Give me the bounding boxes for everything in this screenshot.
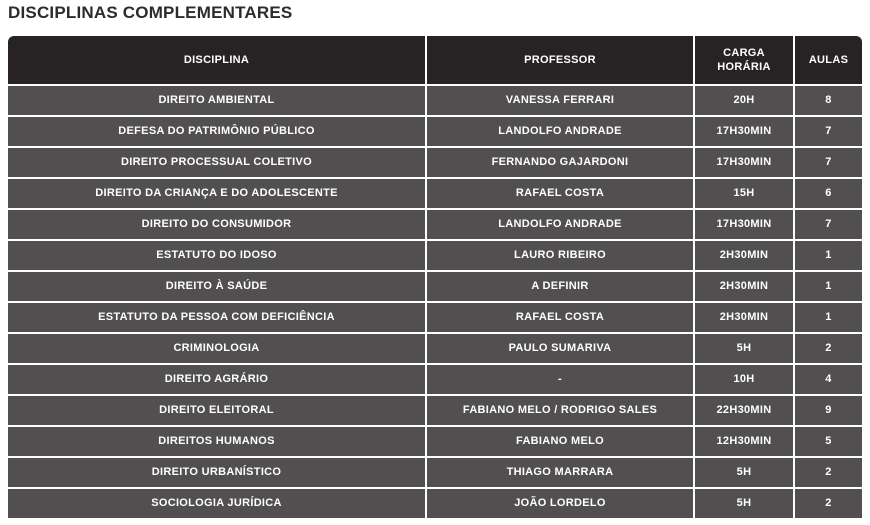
cell-professor: JOÃO LORDELO bbox=[427, 489, 693, 518]
cell-aulas: 2 bbox=[795, 458, 862, 487]
cell-carga-horaria: 17H30MIN bbox=[695, 148, 793, 177]
cell-disciplina: ESTATUTO DA PESSOA COM DEFICIÊNCIA bbox=[8, 303, 425, 332]
cell-carga-horaria: 10H bbox=[695, 365, 793, 394]
header-cell-carga-horaria: CARGA HORÁRIA bbox=[695, 36, 793, 84]
cell-professor: A DEFINIR bbox=[427, 272, 693, 301]
cell-disciplina: DIREITO URBANÍSTICO bbox=[8, 458, 425, 487]
cell-carga-horaria: 17H30MIN bbox=[695, 210, 793, 239]
header-cell-professor: PROFESSOR bbox=[427, 36, 693, 84]
cell-aulas: 1 bbox=[795, 272, 862, 301]
cell-aulas: 6 bbox=[795, 179, 862, 208]
cell-aulas: 1 bbox=[795, 303, 862, 332]
cell-professor: LANDOLFO ANDRADE bbox=[427, 210, 693, 239]
cell-professor: LANDOLFO ANDRADE bbox=[427, 117, 693, 146]
cell-carga-horaria: 20H bbox=[695, 86, 793, 115]
header-cell-aulas: AULAS bbox=[795, 36, 862, 84]
header-cell-disciplina: DISCIPLINA bbox=[8, 36, 425, 84]
cell-carga-horaria: 2H30MIN bbox=[695, 303, 793, 332]
cell-aulas: 5 bbox=[795, 427, 862, 456]
cell-aulas: 7 bbox=[795, 117, 862, 146]
cell-aulas: 9 bbox=[795, 396, 862, 425]
cell-carga-horaria: 5H bbox=[695, 489, 793, 518]
cell-professor: FABIANO MELO bbox=[427, 427, 693, 456]
cell-aulas: 2 bbox=[795, 334, 862, 363]
cell-disciplina: SOCIOLOGIA JURÍDICA bbox=[8, 489, 425, 518]
cell-carga-horaria: 2H30MIN bbox=[695, 241, 793, 270]
page-title: DISCIPLINAS COMPLEMENTARES bbox=[8, 3, 293, 22]
cell-carga-horaria: 5H bbox=[695, 334, 793, 363]
cell-professor: FERNANDO GAJARDONI bbox=[427, 148, 693, 177]
cell-carga-horaria: 5H bbox=[695, 458, 793, 487]
cell-professor: RAFAEL COSTA bbox=[427, 179, 693, 208]
cell-disciplina: CRIMINOLOGIA bbox=[8, 334, 425, 363]
cell-disciplina: DIREITO AGRÁRIO bbox=[8, 365, 425, 394]
cell-disciplina: DIREITO DO CONSUMIDOR bbox=[8, 210, 425, 239]
cell-professor: FABIANO MELO / RODRIGO SALES bbox=[427, 396, 693, 425]
cell-professor: RAFAEL COSTA bbox=[427, 303, 693, 332]
cell-aulas: 2 bbox=[795, 489, 862, 518]
cell-aulas: 4 bbox=[795, 365, 862, 394]
cell-disciplina: DIREITO À SAÚDE bbox=[8, 272, 425, 301]
cell-disciplina: DEFESA DO PATRIMÔNIO PÚBLICO bbox=[8, 117, 425, 146]
cell-carga-horaria: 12H30MIN bbox=[695, 427, 793, 456]
cell-aulas: 1 bbox=[795, 241, 862, 270]
cell-disciplina: DIREITO ELEITORAL bbox=[8, 396, 425, 425]
cell-professor: THIAGO MARRARA bbox=[427, 458, 693, 487]
cell-carga-horaria: 22H30MIN bbox=[695, 396, 793, 425]
cell-professor: VANESSA FERRARI bbox=[427, 86, 693, 115]
cell-carga-horaria: 2H30MIN bbox=[695, 272, 793, 301]
cell-carga-horaria: 17H30MIN bbox=[695, 117, 793, 146]
cell-disciplina: DIREITO DA CRIANÇA E DO ADOLESCENTE bbox=[8, 179, 425, 208]
cell-disciplina: DIREITO AMBIENTAL bbox=[8, 86, 425, 115]
cell-aulas: 7 bbox=[795, 210, 862, 239]
cell-carga-horaria: 15H bbox=[695, 179, 793, 208]
cell-professor: PAULO SUMARIVA bbox=[427, 334, 693, 363]
cell-aulas: 8 bbox=[795, 86, 862, 115]
disciplinas-table bbox=[8, 36, 862, 518]
cell-disciplina: ESTATUTO DO IDOSO bbox=[8, 241, 425, 270]
cell-professor: LAURO RIBEIRO bbox=[427, 241, 693, 270]
cell-aulas: 7 bbox=[795, 148, 862, 177]
cell-professor: - bbox=[427, 365, 693, 394]
cell-disciplina: DIREITOS HUMANOS bbox=[8, 427, 425, 456]
cell-disciplina: DIREITO PROCESSUAL COLETIVO bbox=[8, 148, 425, 177]
